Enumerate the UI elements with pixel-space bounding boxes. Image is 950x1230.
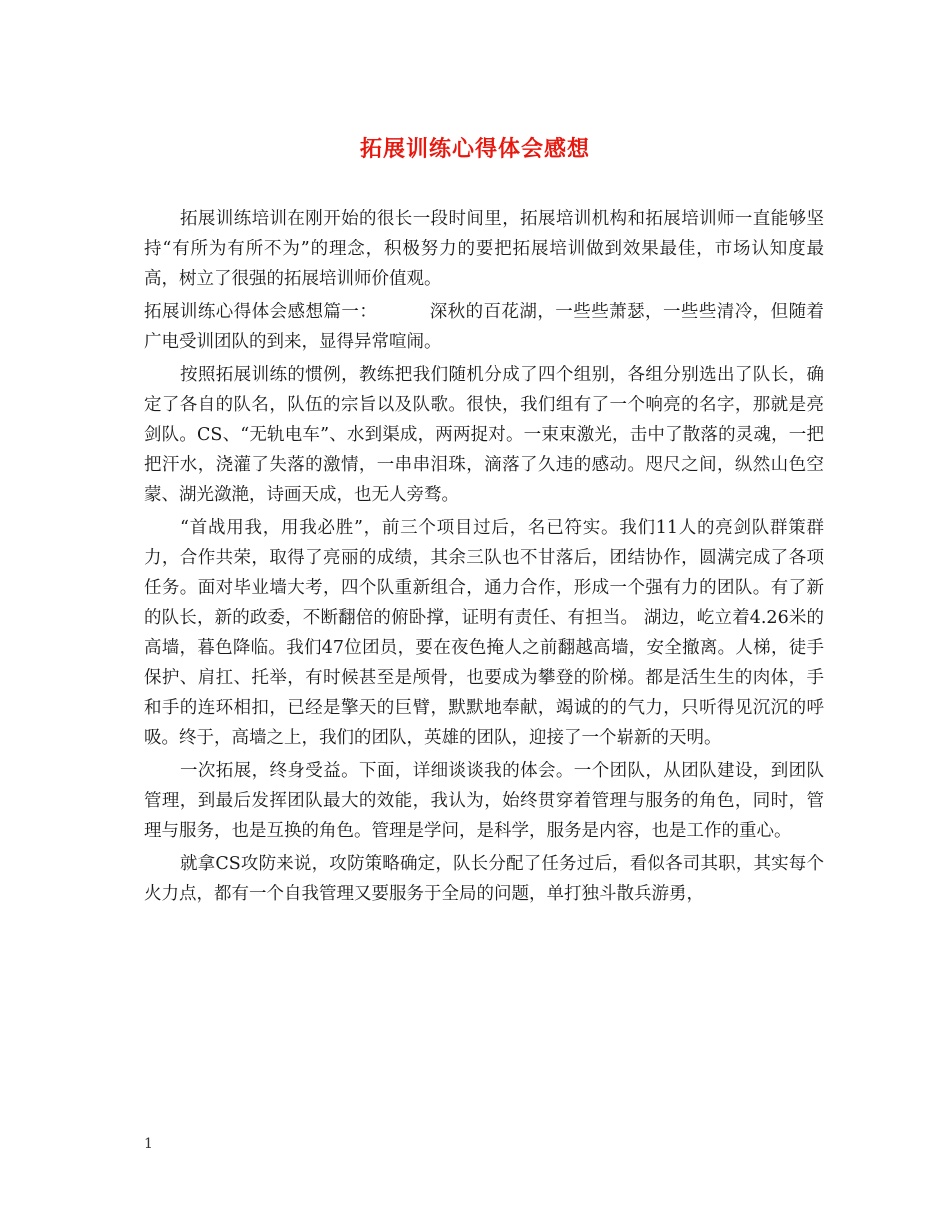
paragraph-intro: 拓展训练培训在刚开始的很长一段时间里，拓展培训机构和拓展培训师一直能够坚持“有所为有所不为”的理念，积极努力的要把拓展培训做到效果最佳，市场认知度最高，树立了很强的拓展培训师价值观。 <box>144 209 824 289</box>
paragraph-teamwork: “首战用我，用我必胜”，前三个项目过后，名已符实。我们11人的亮剑队群策群力，合作共荣，取得了亮丽的成绩，其余三队也不甘落后，团结协作，圆满完成了各项任务。面对毕业墙大考，四个队重新组合，通力合作，形成一个强有力的团队。有了新的队长，新的政委，不断翻倍的俯卧撑，证明有责任、有担当。 湖边，屹立着4.26米的高墙，暮色降临。我们47位团员，要在夜色掩人之前翻越高墙，安全撤离。人梯，徒手保护、肩扛、托举，有时候甚至是颅骨，也要成为攀登的阶梯。都是活生生的肉体，手和手的连环相扣，已经是擎天的巨臂，默默地奉献，竭诚的的气力，只听得见沉沉的呼吸。终于，高墙之上，我们的团队，英雄的团队，迎接了一个崭新的天明。 <box>144 518 824 748</box>
section-paragraph <box>144 297 824 357</box>
document-body <box>144 204 824 912</box>
document-title: 拓展训练心得体会感想 <box>359 136 590 162</box>
page-number: 1 <box>144 1136 153 1152</box>
paragraph-cs-example: 就拿CS攻防来说，攻防策略确定，队长分配了任务过后，看似各司其职，其实每个火力点，都有一个自我管理又要服务于全局的问题，单打独斗散兵游勇， <box>144 854 824 904</box>
paragraph-reflection: 一次拓展，终身受益。下面，详细谈谈我的体会。一个团队，从团队建设，到团队管理，到最后发挥团队最大的效能，我认为，始终贯穿着管理与服务的角色，同时，管理与服务，也是互换的角色。管理是学问，是科学，服务是内容，也是工作的重心。 <box>144 761 824 841</box>
section-text: 深秋的百花湖，一些些萧瑟，一些些清冷，但随着广电受训团队的到来，显得异常喧闹。 <box>144 302 825 352</box>
paragraph-grouping: 按照拓展训练的惯例，教练把我们随机分成了四个组别，各组分别选出了队长，确定了各自的队名，队伍的宗旨以及队歌。很快，我们组有了一个响亮的名字，那就是亮剑队。CS、“无轨电车”、水到渠成，两两捉对。一束束激光，击中了散落的灵魂，一把把汗水，浇灌了失落的激情，一串串泪珠，滴落了久违的感动。咫尺之间，纵然山色空蒙、湖光潋滟，诗画天成，也无人旁骛。 <box>144 365 824 505</box>
section-heading: 拓展训练心得体会感想篇一： <box>144 302 378 322</box>
